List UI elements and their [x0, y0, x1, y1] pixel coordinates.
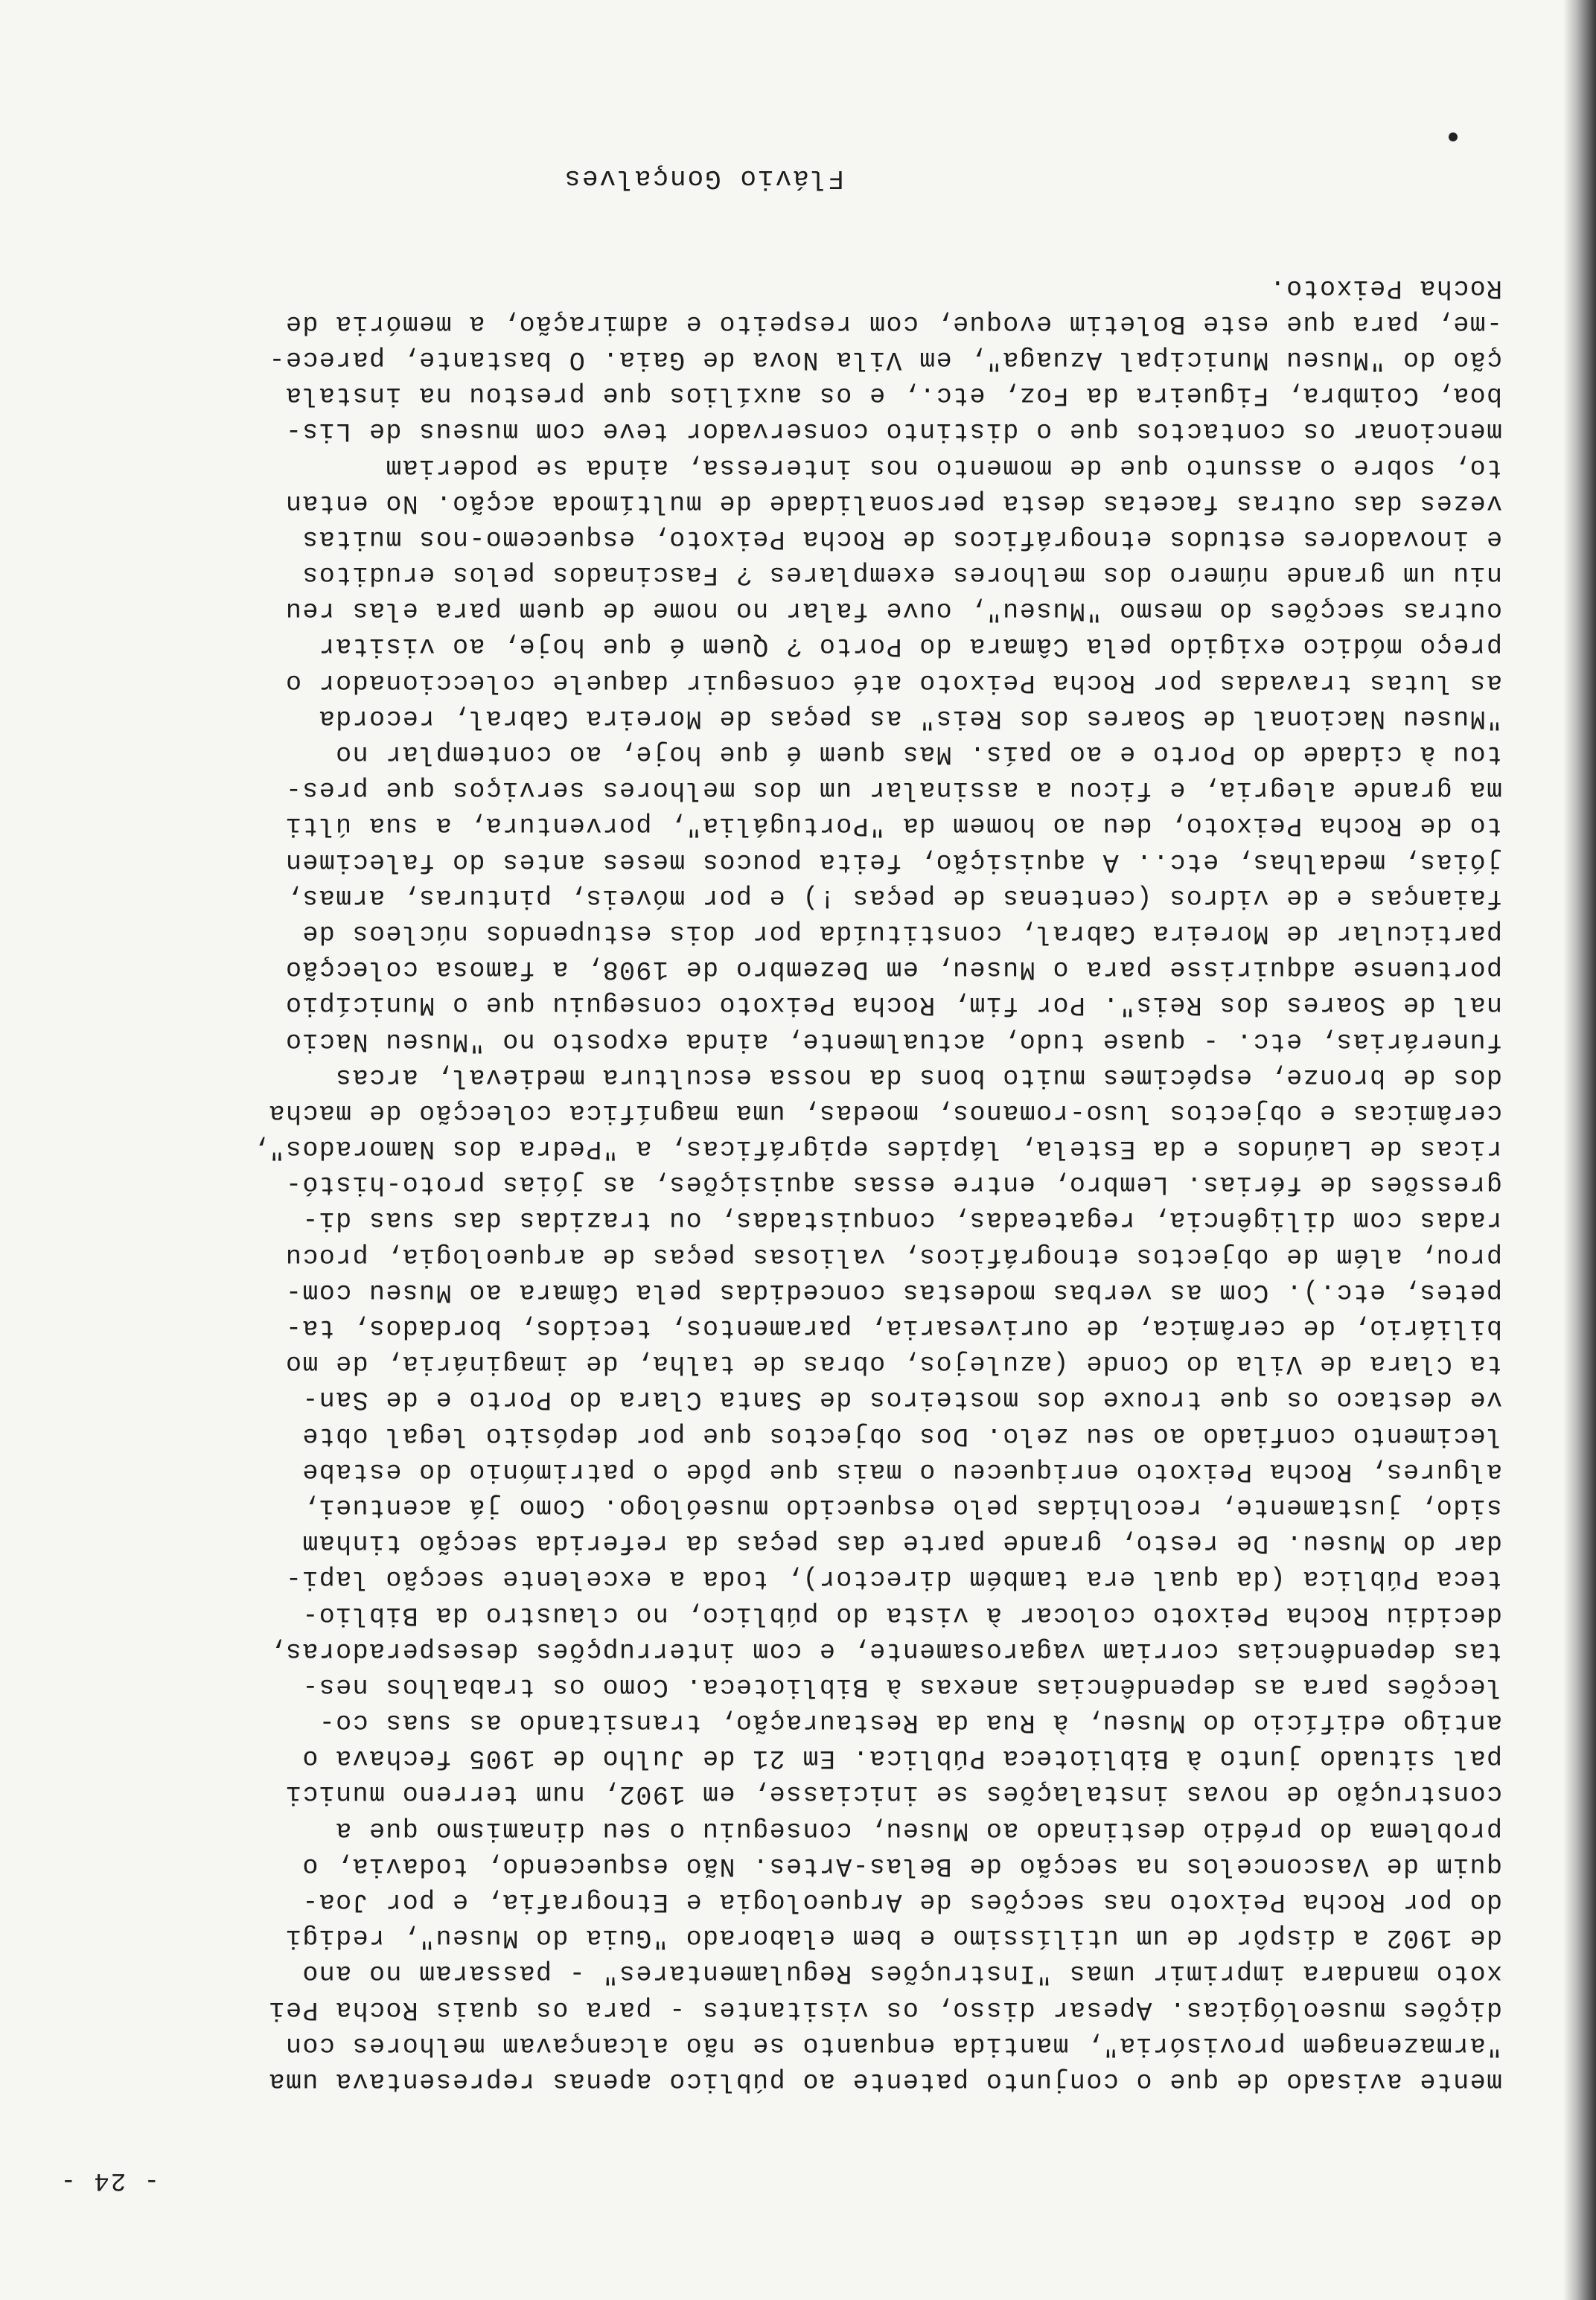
- text-line: ta Clara de Vila do Conde (azulejos, obras de talha, de imaginária, de mo: [284, 1349, 1502, 1379]
- text-line: tou à cidade do Porto e ao país. Mas quem é que hoje, ao contemplar no: [334, 739, 1502, 770]
- text-line: to, sobre o assunto que de momento nos interessa, ainda se poderiam: [384, 452, 1502, 482]
- text-line: vezes das outras facetas desta personalidade de multímoda acção. No entan: [284, 488, 1502, 518]
- text-line: particular de Moreira Cabral, constituída por dois estupendos núcleos de: [301, 919, 1502, 948]
- text-line: biliário, de cerâmica, de ourivesaria, paramentos, tecidos, bordados, ta-: [284, 1313, 1502, 1344]
- text-line: pal situado junto à Biblioteca Pública. Em 21 de Julho de 1905 fechava o: [301, 1743, 1502, 1774]
- text-line: decidiu Rocha Peixoto colocar à vista do público, no claustro da Biblio-: [301, 1600, 1502, 1630]
- text-line: nal de Soares dos Reis". Por fim, Rocha Peixoto conseguiu que o Município: [284, 990, 1502, 1020]
- text-line: ção do "Museu Municipal Azuaga", em Vila Nova de Gaia. O bastante, parece-: [268, 345, 1502, 374]
- text-line: algures, Rocha Peixoto enriqueceu o mais que pôde o património do estabe: [301, 1456, 1502, 1486]
- author-signature: Flávio Gonçalves: [563, 163, 844, 194]
- text-line: faianças e de vidros (centenas de peças !) e por móveis, pinturas, armas,: [284, 882, 1502, 913]
- text-line: funerárias, etc. - quase tudo, actualmente, ainda exposto no "Museu Nacio: [284, 1026, 1502, 1056]
- ink-dot: [1449, 132, 1458, 141]
- text-line: dições museológicas. Apesar disso, os visitantes - para os quais Rocha Pei: [268, 1994, 1502, 2025]
- text-line: prou, além de objectos etnográficos, valiosas peças de arqueologia, procu: [284, 1241, 1502, 1271]
- text-line: portuense adquirisse para o Museu, em Dezembro de 1908, a famosa colecção: [284, 954, 1502, 985]
- text-line: cerâmicas e objectos luso-romanos, moedas, uma magnífica colecção de macha: [268, 1097, 1502, 1128]
- text-line: de 1902 a dispôr de um utilíssimo e bem elaborado "Guia do Museu", redigi: [284, 1923, 1502, 1953]
- text-line: teca Pública (da qual era também director), toda a excelente secção lapi-: [284, 1564, 1502, 1594]
- text-line: preço módico exigido pela Câmara do Porto ? Quem é que hoje, ao visitar: [318, 631, 1502, 662]
- body-text: [28, 269, 1502, 2099]
- text-line: gressões de férias. Lembro, entre essas aquisições, as jóias proto-histó-: [284, 1169, 1502, 1200]
- text-line: ve destaco os que trouxe dos mosteiros de Santa Clara do Porto e de San-: [301, 1384, 1502, 1415]
- text-line: mencionar os contactos que o distinto conservador teve com museus de Lis-: [284, 416, 1502, 447]
- text-line: problema do prédio destinado ao Museu, conseguiu o seu dinamismo que a: [334, 1815, 1502, 1845]
- text-line: "armazenagem provisória", mantida enquanto se não alcançavam melhores con: [284, 2030, 1502, 2060]
- text-line: to de Rocha Peixoto, deu ao homem da "Portugália", porventura, a sua últi: [284, 811, 1502, 841]
- text-line: ricas de Laúndos e da Estela, lápides epigráficas, a "Pedra dos Namorados",: [251, 1134, 1502, 1164]
- text-line: sido, justamente, recolhidas pelo esquecido museólogo. Como já acentuei,: [301, 1492, 1502, 1522]
- text-line: antigo edifício do Museu, à Rua da Restauração, transitando as suas co-: [318, 1708, 1502, 1738]
- text-line: lecimento confiado ao seu zelo. Dos objectos que por depósito legal obte: [301, 1420, 1502, 1451]
- text-line: jóias, medalhas, etc.. A aquisição, feita poucos meses antes do falecimen: [284, 846, 1502, 877]
- text-line: Rocha Peixoto.: [1268, 272, 1502, 303]
- text-line: niu um grande número dos melhores exemplares ? Fascinados pelos eruditos: [301, 560, 1502, 590]
- text-line: boa, Coimbra, Figueira da Foz, etc., e os auxílios que prestou na instala: [284, 380, 1502, 411]
- text-line: tas dependências corriam vagarosamente, e com interrupções desesperadoras,: [268, 1635, 1502, 1666]
- text-line: mente avisado de que o conjunto patente ao público apenas representava uma: [268, 2066, 1502, 2096]
- text-line: do por Rocha Peixoto nas secções de Arqueologia e Etnografia, e por Joa-: [301, 1887, 1502, 1917]
- text-line: outras secções do mesmo "Museu", ouve falar no nome de quem para elas reu: [284, 595, 1502, 626]
- text-line: "Museu Nacional de Soares dos Reis" as peças de Moreira Cabral, recorda: [318, 703, 1502, 733]
- text-line: ma grande alegria, e ficou a assinalar um dos melhores serviços que pres-: [284, 775, 1502, 805]
- text-line: e inovadores estudos etnográficos de Rocha Peixoto, esquecemo-nos muitas: [301, 523, 1502, 554]
- text-line: dar do Museu. De resto, grande parte das peças da referida secção tinham: [301, 1528, 1502, 1559]
- text-line: as lutas travadas por Rocha Peixoto até conseguir daquele coleccionador o: [284, 667, 1502, 697]
- text-line: quim de Vasconcelos na secção de Belas-Artes. Não esquecendo, todavia, o: [301, 1850, 1502, 1881]
- text-line: radas com diligência, regateadas, conquistadas, ou trazidas das suas di-: [301, 1205, 1502, 1236]
- text-line: construção de novas instalações se iniciasse, em 1902, num terreno munici: [284, 1779, 1502, 1809]
- text-line: -me, para que este Boletim evoque, com respeito e admiração, a memória de: [284, 308, 1502, 339]
- page-number: - 24 -: [59, 2166, 159, 2194]
- text-line: lecções para as dependências anexas à Biblioteca. Como os trabalhos nes-: [301, 1671, 1502, 1702]
- text-line: dos de bronze, espécimes muito bons da nossa escultura medieval, arcas: [334, 1061, 1502, 1092]
- text-line: petes, etc.). Com as verbas modestas concedidas pela Câmara ao Museu com-: [284, 1277, 1502, 1307]
- text-line: xoto mandara imprimir umas "Instruções Regulamentares" - passaram no ano: [301, 1958, 1502, 1989]
